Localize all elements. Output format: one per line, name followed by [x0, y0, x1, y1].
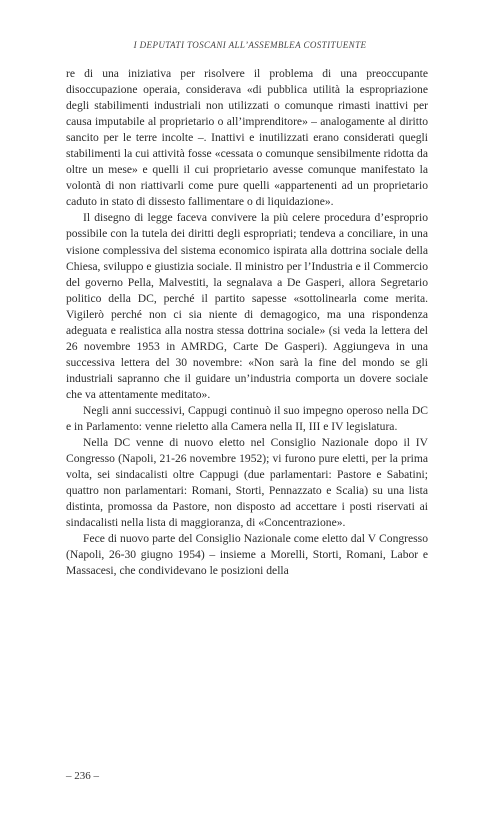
paragraph: Il disegno di legge faceva convivere la più celere procedura d’esproprio possibile con la tutela dei diritti degli espropriati; tendeva a conciliare, in una visione complessiva del sistema economico ispirata alla dottrina sociale della Chiesa, sviluppo e giustizia sociale. Il ministro per l’Industria e il Commercio del governo Pella, Malvestiti, la segnalava a De Gasperi, allora Segretario politico della DC, perché il partito sapesse «sottolinearla come merita. Vigilerò perché non ci sia niente di demagogico, ma una rispondenza adeguata e realistica alla nostra stessa dottrina sociale» (si veda la lettera del 26 novembre 1953 in AMRDG, Carte De Gasperi). Aggiungeva in una successiva lettera del 30 novembre: «Non sarà la fine del mondo se gli industriali sapranno che il guidare un’industria comporta un dovere sociale che va attentamente meditato».: [66, 211, 428, 401]
body-text: [66, 66, 428, 580]
running-header: I DEPUTATI TOSCANI ALL’ASSEMBLEA COSTITUENTE: [133, 40, 367, 50]
paragraph: re di una iniziativa per risolvere il problema di una preoccupante disoccupazione operaia, considerava «di pubblica utilità la espropriazione degli stabilimenti industriali non utilizzati o comunque rimasti inattivi per causa imputabile al proprietario o all’imprenditore» – analogamente al diritto sancito per le terre incolte –. Inattivi e inutilizzati erano considerati quegli stabilimenti la cui attività fosse «cessata o comunque sensibilmente ridotta da oltre un mese» e quelli il cui proprietario avesse comunque manifestato la volontà di non riattivarli come pure quelli «appartenenti ad un proprietario caduto in stato di dissesto fallimentare o di liquidazione».: [66, 67, 428, 209]
paragraph: Fece di nuovo parte del Consiglio Nazionale come eletto dal V Congresso (Napoli, 26-30 giugno 1954) – insieme a Morelli, Storti, Romani, Labor e Massacesi, che condividevano le posizioni della: [66, 532, 428, 578]
page-number: – 236 –: [66, 770, 99, 782]
paragraph: Negli anni successivi, Cappugi continuò il suo impegno operoso nella DC e in Parlamento: venne rieletto alla Camera nella II, III e IV legislatura.: [66, 403, 428, 434]
paragraph: Nella DC venne di nuovo eletto nel Consiglio Nazionale dopo il IV Congresso (Napoli, 21-26 novembre 1952); vi furono pure eletti, per la prima volta, sei sindacalisti oltre Cappugi (due parlamentari: Pastore e Sabatini; quattro non parlamentari: Romani, Storti, Pennazzato e Scalia) su una lista distinta, promossa da Pastore, non disposto ad accettare i posti riservati ai sindacalisti nella lista di maggioranza, di «Concentrazione».: [66, 436, 428, 530]
